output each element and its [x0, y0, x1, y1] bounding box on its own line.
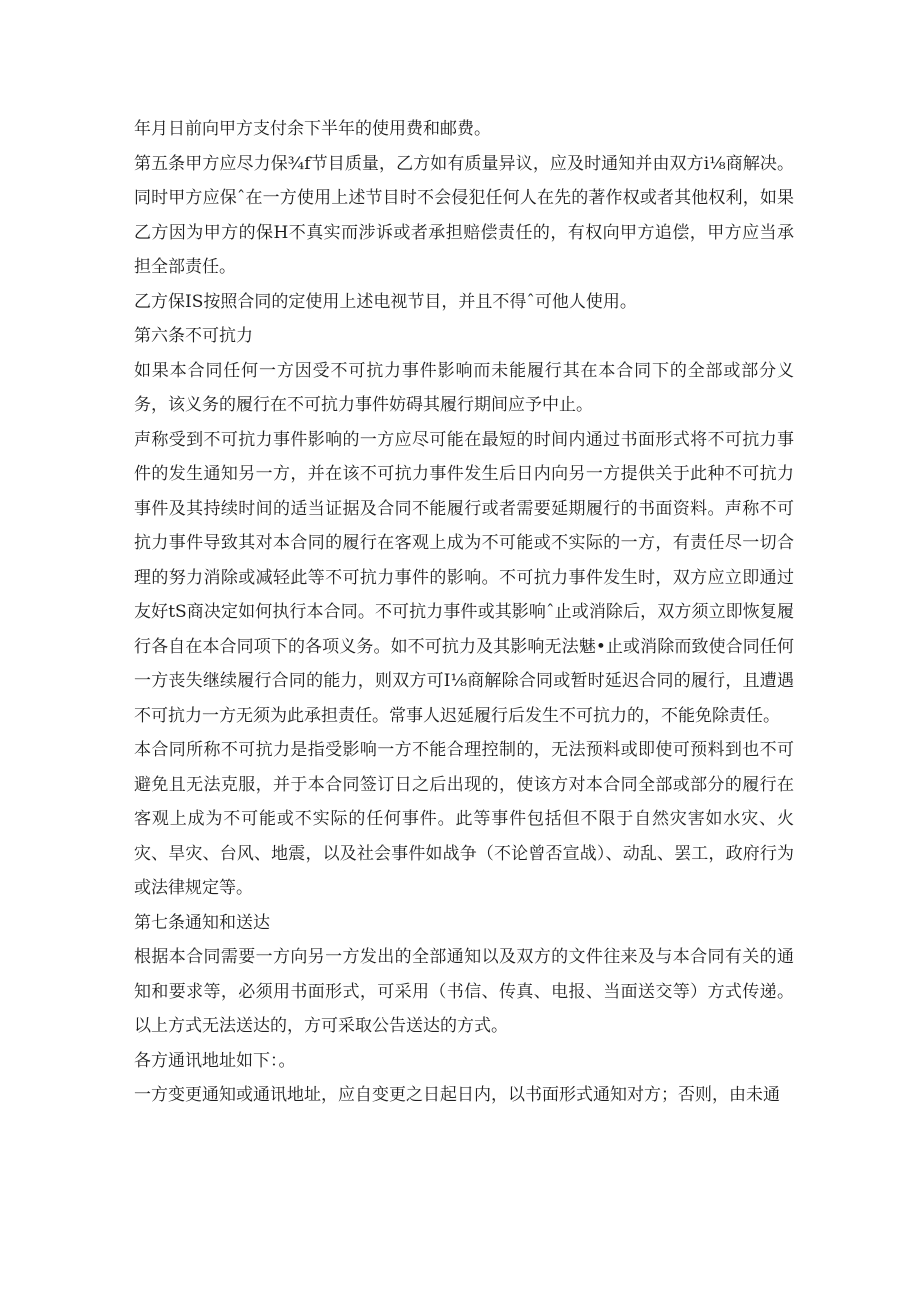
paragraph-force-majeure-notice: 声称受到不可抗力事件影响的一方应尽可能在最短的时间内通过书面形式将不可抗力事件的发生通知另一方，并在该不可抗力事件发生后日内向另一方提供关于此种不可抗力事件及其持续时间的适当证据及合同不能履行或者需要延期履行的书面资料。声称不可抗力事件导致其对本合同的履行在客观上成为不可能或不实际的一方，有责任尽一切合理的努力消除或减轻此等不可抗力事件的影响。不可抗力事件发生时，双方应立即通过友好tS商决定如何执行本合同。不可抗力事件或其影响ˆ止或消除后，双方须立即恢复履行各自在本合同项下的各项义务。如不可抗力及其影响无法魅•止或消除而致使合同任何一方丧失继续履行合同的能力，则双方可I⅛商解除合同或暂时延迟合同的履行，且遭遇不可抗力一方无须为此承担责任。常事人迟延履行后发生不可抗力的，不能免除责任。: [134, 429, 794, 726]
paragraph-party-b-guarantee: 乙方保IS按照合同的定使用上述电视节目，并且不得ˆ可他人使用。: [134, 291, 637, 312]
paragraph-force-majeure-suspension: 如果本合同任何一方因受不可抗力事件影响而未能履行其在本合同下的全部或部分义务，该义务的履行在不可抗力事件妨碍其履行期间应予中止。: [134, 360, 794, 415]
paragraph-addresses: 各方通讯地址如下：。: [134, 1050, 296, 1071]
paragraph-payment: 年月日前向甲方支付余下半年的使用费和邮费。: [134, 119, 491, 139]
heading-article-7: 第七条通知和送达: [134, 912, 270, 933]
document-body: [134, 112, 794, 1113]
paragraph-article-5: 第五条甲方应尽力保¾f节目质量，乙方如有质量异议，应及时通知并由双方i⅛商解决。同时甲方应保ˆ在一方使用上述节目时不会侵犯任何人在先的著作权或者其他权利，如果乙方因为甲方的保H不真实而涉诉或者承担赔偿责任的，有权向甲方追偿，甲方应当承担全部责任。: [134, 153, 794, 277]
paragraph-force-majeure-definition: 本合同所称不可抗力是指受影响一方不能合理控制的，无法预料或即使可预料到也不可避免且无法克服，并于本合同签订日之后出现的，使该方对本合同全部或部分的履行在客观上成为不可能或不实际的任何事件。此等事件包括但不限于自然灾害如水灾、火灾、旱灾、台风、地震，以及社会事件如战争（不论曾否宣战）、动乱、罢工，政府行为或法律规定等。: [134, 740, 794, 898]
paragraph-address-change: 一方变更通知或通讯地址，应自变更之日起日内，以书面形式通知对方；否则，由未通: [134, 1085, 780, 1105]
heading-article-6: 第六条不可抗力: [134, 326, 253, 346]
paragraph-notice-form: 根据本合同需要一方向另一方发出的全部通知以及双方的文件往来及与本合同有关的通知和要求等，必须用书面形式，可采用（书信、传真、电报、当面送交等）方式传递。以上方式无法送达的，方可采取公告送达的方式。: [134, 947, 794, 1036]
